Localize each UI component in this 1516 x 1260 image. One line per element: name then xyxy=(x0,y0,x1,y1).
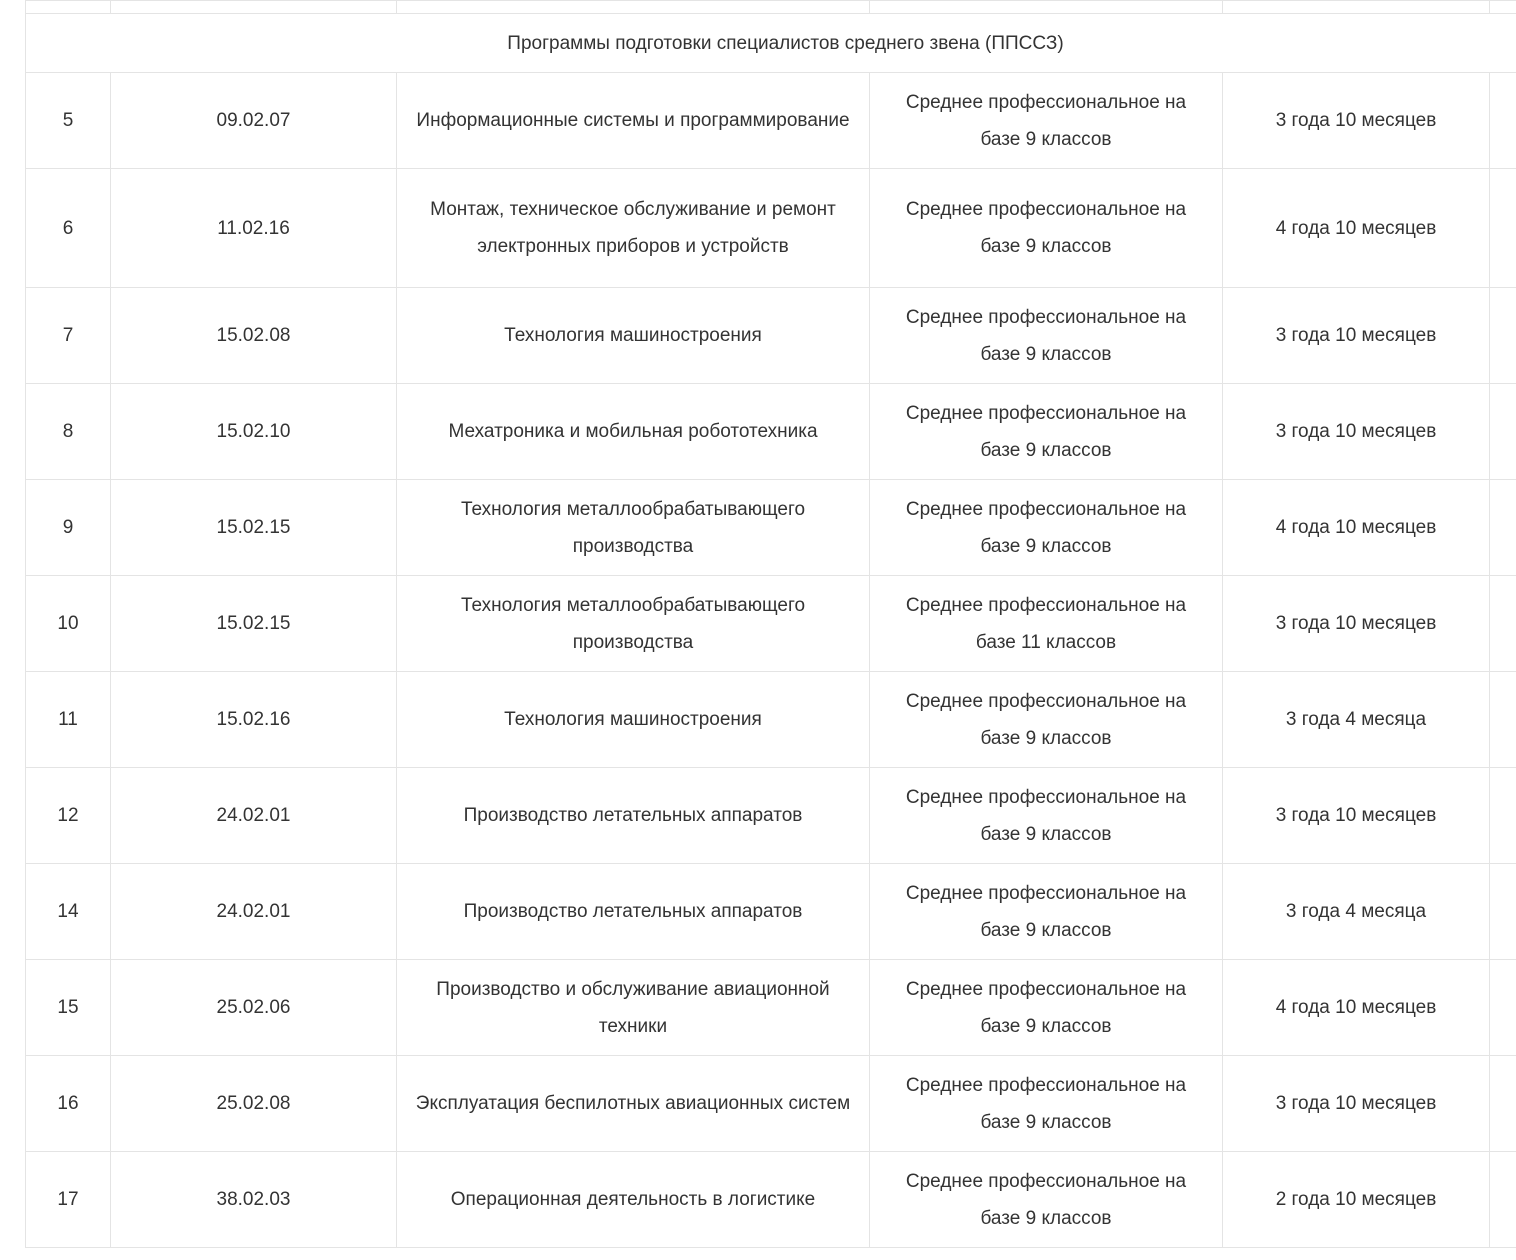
cell-education-level: Среднее профессиональное на базе 9 классов xyxy=(870,169,1223,288)
cell-program-name: Мехатроника и мобильная робототехника xyxy=(397,384,870,480)
table-row xyxy=(26,73,1516,169)
cell-extra xyxy=(1490,1152,1516,1248)
cell-number: 6 xyxy=(26,169,111,288)
cell-extra xyxy=(1490,576,1516,672)
cell-study-term: 3 года 10 месяцев xyxy=(1223,768,1490,864)
cell-number: 11 xyxy=(26,672,111,768)
section-title: Программы подготовки специалистов среднего звена (ППССЗ) xyxy=(26,14,1516,73)
cell-program-name: Технология металлообрабатывающего производства xyxy=(397,480,870,576)
cell-extra xyxy=(1490,169,1516,288)
cell-education-level: Среднее профессиональное на базе 9 классов xyxy=(870,768,1223,864)
table-row xyxy=(26,768,1516,864)
cell-study-term: 3 года 10 месяцев xyxy=(1223,73,1490,169)
cell-extra xyxy=(1490,768,1516,864)
cell-program-name: Технология металлообрабатывающего производства xyxy=(397,576,870,672)
cell-code: 11.02.16 xyxy=(111,169,397,288)
table-row xyxy=(26,1056,1516,1152)
cell-education-level: Среднее профессиональное на базе 9 классов xyxy=(870,1152,1223,1248)
programs-table-container xyxy=(25,0,1516,1248)
cell-program-name: Технология машиностроения xyxy=(397,672,870,768)
table-row xyxy=(26,384,1516,480)
cell-number: 15 xyxy=(26,960,111,1056)
previous-row-stub xyxy=(26,1,1516,14)
cell-extra xyxy=(1490,480,1516,576)
cell-study-term: 3 года 10 месяцев xyxy=(1223,576,1490,672)
section-header-row xyxy=(26,14,1516,73)
cell-program-name: Эксплуатация беспилотных авиационных систем xyxy=(397,1056,870,1152)
cell-extra xyxy=(1490,672,1516,768)
cell-code: 15.02.16 xyxy=(111,672,397,768)
cell-extra xyxy=(1490,73,1516,169)
cell-study-term: 3 года 10 месяцев xyxy=(1223,288,1490,384)
cell-education-level: Среднее профессиональное на базе 9 классов xyxy=(870,73,1223,169)
cell-study-term: 3 года 10 месяцев xyxy=(1223,1056,1490,1152)
cell-program-name: Производство и обслуживание авиационной техники xyxy=(397,960,870,1056)
cell-program-name: Производство летательных аппаратов xyxy=(397,864,870,960)
cell-program-name: Монтаж, техническое обслуживание и ремонт электронных приборов и устройств xyxy=(397,169,870,288)
cell-study-term: 4 года 10 месяцев xyxy=(1223,960,1490,1056)
cell-study-term: 4 года 10 месяцев xyxy=(1223,480,1490,576)
cell-number: 5 xyxy=(26,73,111,169)
cell-code: 15.02.15 xyxy=(111,576,397,672)
cell-education-level: Среднее профессиональное на базе 9 классов xyxy=(870,672,1223,768)
table-row xyxy=(26,864,1516,960)
cell-number: 16 xyxy=(26,1056,111,1152)
table-row xyxy=(26,672,1516,768)
cell-education-level: Среднее профессиональное на базе 9 классов xyxy=(870,960,1223,1056)
cell-program-name: Операционная деятельность в логистике xyxy=(397,1152,870,1248)
table-row xyxy=(26,1152,1516,1248)
cell-code: 25.02.08 xyxy=(111,1056,397,1152)
cell-education-level: Среднее профессиональное на базе 9 классов xyxy=(870,288,1223,384)
table-row xyxy=(26,960,1516,1056)
cell-program-name: Производство летательных аппаратов xyxy=(397,768,870,864)
cell-extra xyxy=(1490,960,1516,1056)
cell-study-term: 3 года 4 месяца xyxy=(1223,672,1490,768)
programs-table xyxy=(25,0,1516,1248)
cell-number: 12 xyxy=(26,768,111,864)
table-row xyxy=(26,169,1516,288)
cell-number: 9 xyxy=(26,480,111,576)
cell-study-term: 3 года 10 месяцев xyxy=(1223,384,1490,480)
cell-study-term: 2 года 10 месяцев xyxy=(1223,1152,1490,1248)
table-row xyxy=(26,288,1516,384)
table-row xyxy=(26,480,1516,576)
cell-extra xyxy=(1490,288,1516,384)
cell-code: 25.02.06 xyxy=(111,960,397,1056)
cell-code: 15.02.15 xyxy=(111,480,397,576)
cell-number: 10 xyxy=(26,576,111,672)
cell-code: 15.02.10 xyxy=(111,384,397,480)
cell-number: 7 xyxy=(26,288,111,384)
cell-code: 38.02.03 xyxy=(111,1152,397,1248)
cell-number: 17 xyxy=(26,1152,111,1248)
cell-education-level: Среднее профессиональное на базе 9 классов xyxy=(870,480,1223,576)
cell-extra xyxy=(1490,384,1516,480)
cell-number: 14 xyxy=(26,864,111,960)
cell-code: 24.02.01 xyxy=(111,864,397,960)
cell-number: 8 xyxy=(26,384,111,480)
cell-code: 24.02.01 xyxy=(111,768,397,864)
cell-code: 09.02.07 xyxy=(111,73,397,169)
cell-study-term: 4 года 10 месяцев xyxy=(1223,169,1490,288)
cell-education-level: Среднее профессиональное на базе 11 классов xyxy=(870,576,1223,672)
cell-program-name: Информационные системы и программирование xyxy=(397,73,870,169)
cell-education-level: Среднее профессиональное на базе 9 классов xyxy=(870,864,1223,960)
cell-extra xyxy=(1490,1056,1516,1152)
cell-code: 15.02.08 xyxy=(111,288,397,384)
cell-education-level: Среднее профессиональное на базе 9 классов xyxy=(870,384,1223,480)
cell-extra xyxy=(1490,864,1516,960)
cell-program-name: Технология машиностроения xyxy=(397,288,870,384)
cell-study-term: 3 года 4 месяца xyxy=(1223,864,1490,960)
table-row xyxy=(26,576,1516,672)
cell-education-level: Среднее профессиональное на базе 9 классов xyxy=(870,1056,1223,1152)
